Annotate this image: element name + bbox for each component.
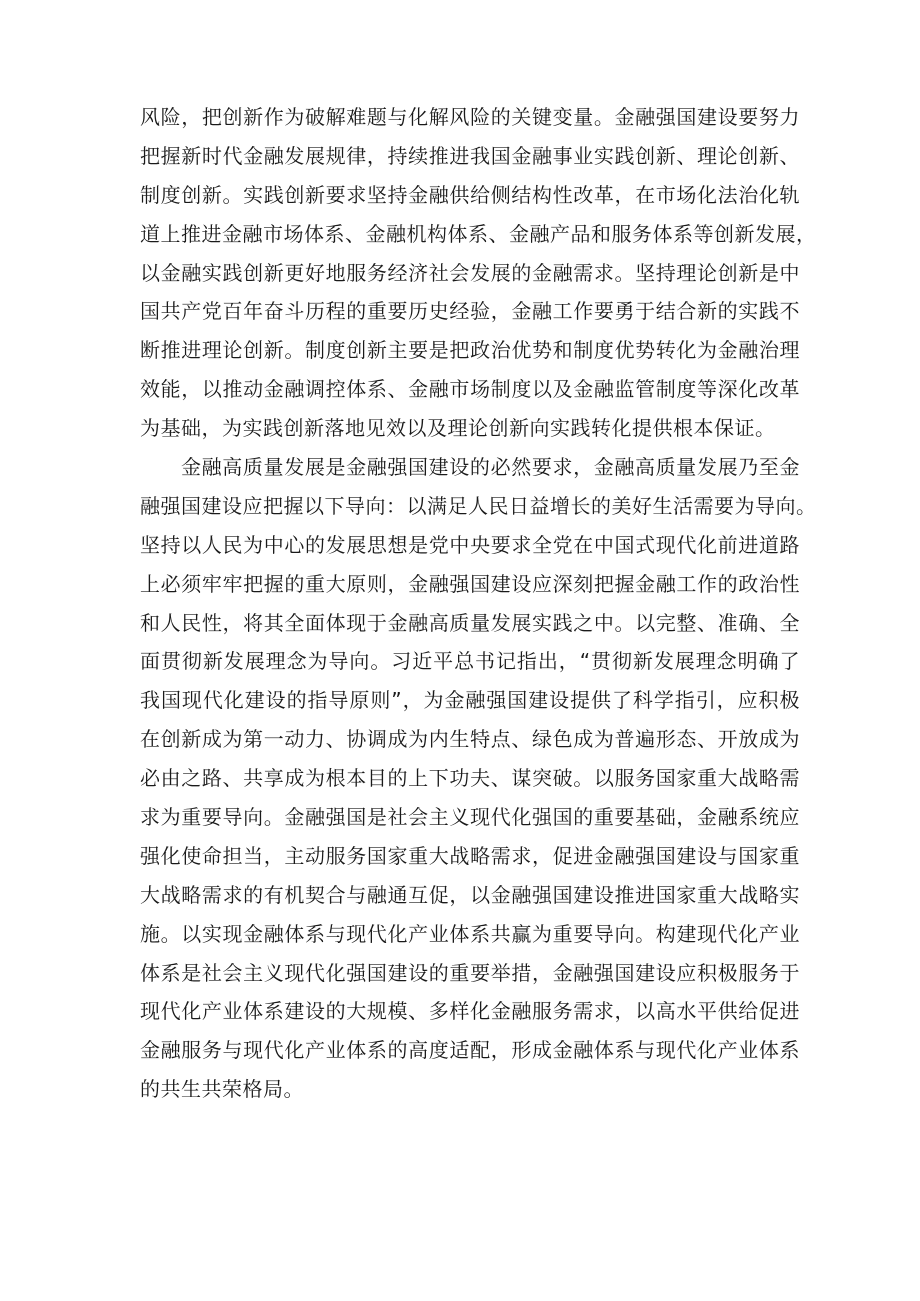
paragraph-line: 金融服务与现代化产业体系的高度适配，形成金融体系与现代化产业体系	[140, 1038, 800, 1063]
paragraph-line: 道上推进金融市场体系、金融机构体系、金融产品和服务体系等创新发展，	[140, 221, 817, 246]
paragraph-line: 坚持以人民为中心的发展思想是党中央要求全党在中国式现代化前进道路	[140, 532, 800, 557]
paragraph-1	[140, 98, 817, 448]
paragraph-line: 以金融实践创新更好地服务经济社会发展的金融需求。坚持理论创新是中	[140, 260, 800, 285]
paragraph-line: 现代化产业体系建设的大规模、多样化金融服务需求，以高水平供给促进	[140, 999, 800, 1024]
paragraph-line: 的共生共荣格局。	[140, 1077, 304, 1102]
paragraph-line: 和人民性，将其全面体现于金融高质量发展实践之中。以完整、准确、全	[140, 610, 800, 635]
paragraph-line: 效能，以推动金融调控体系、金融市场制度以及金融监管制度等深化改革	[140, 377, 800, 402]
paragraph-line: 面贯彻新发展理念为导向。习近平总书记指出，“贯彻新发展理念明确了	[140, 649, 800, 674]
paragraph-line: 必由之路、共享成为根本目的上下功夫、谋突破。以服务国家重大战略需	[140, 766, 800, 791]
paragraph-line: 融强国建设应把握以下导向：以满足人民日益增长的美好生活需要为导向。	[140, 493, 817, 518]
paragraph-line: 在创新成为第一动力、协调成为内生特点、绿色成为普遍形态、开放成为	[140, 727, 800, 752]
paragraph-line: 为基础，为实践创新落地见效以及理论创新向实践转化提供根本保证。	[140, 416, 776, 441]
paragraph-line: 施。以实现金融体系与现代化产业体系共赢为重要导向。构建现代化产业	[140, 921, 800, 946]
paragraph-line: 国共产党百年奋斗历程的重要历史经验，金融工作要勇于结合新的实践不	[140, 299, 800, 324]
paragraph-line: 我国现代化建设的指导原则”，为金融强国建设提供了科学指引，应积极	[140, 688, 800, 713]
paragraph-line: 断推进理论创新。制度创新主要是把政治优势和制度优势转化为金融治理	[140, 338, 800, 363]
body-text	[140, 98, 817, 1109]
paragraph-line: 上必须牢牢把握的重大原则，金融强国建设应深刻把握金融工作的政治性	[140, 571, 800, 596]
paragraph-line: 风险，把创新作为破解难题与化解风险的关键变量。金融强国建设要努力	[140, 105, 800, 129]
paragraph-line: 体系是社会主义现代化强国建设的重要举措，金融强国建设应积极服务于	[140, 960, 800, 985]
paragraph-line: 大战略需求的有机契合与融通互促，以金融强国建设推进国家重大战略实	[140, 882, 800, 907]
paragraph-line: 把握新时代金融发展规律，持续推进我国金融事业实践创新、理论创新、	[140, 143, 800, 168]
paragraph-line: 制度创新。实践创新要求坚持金融供给侧结构性改革，在市场化法治化轨	[140, 182, 800, 207]
paragraph-2	[140, 448, 817, 1109]
paragraph-line: 求为重要导向。金融强国是社会主义现代化强国的重要基础，金融系统应	[140, 805, 800, 830]
paragraph-line: 金融高质量发展是金融强国建设的必然要求，金融高质量发展乃至金	[181, 455, 800, 480]
paragraph-line: 强化使命担当，主动服务国家重大战略需求，促进金融强国建设与国家重	[140, 843, 800, 868]
